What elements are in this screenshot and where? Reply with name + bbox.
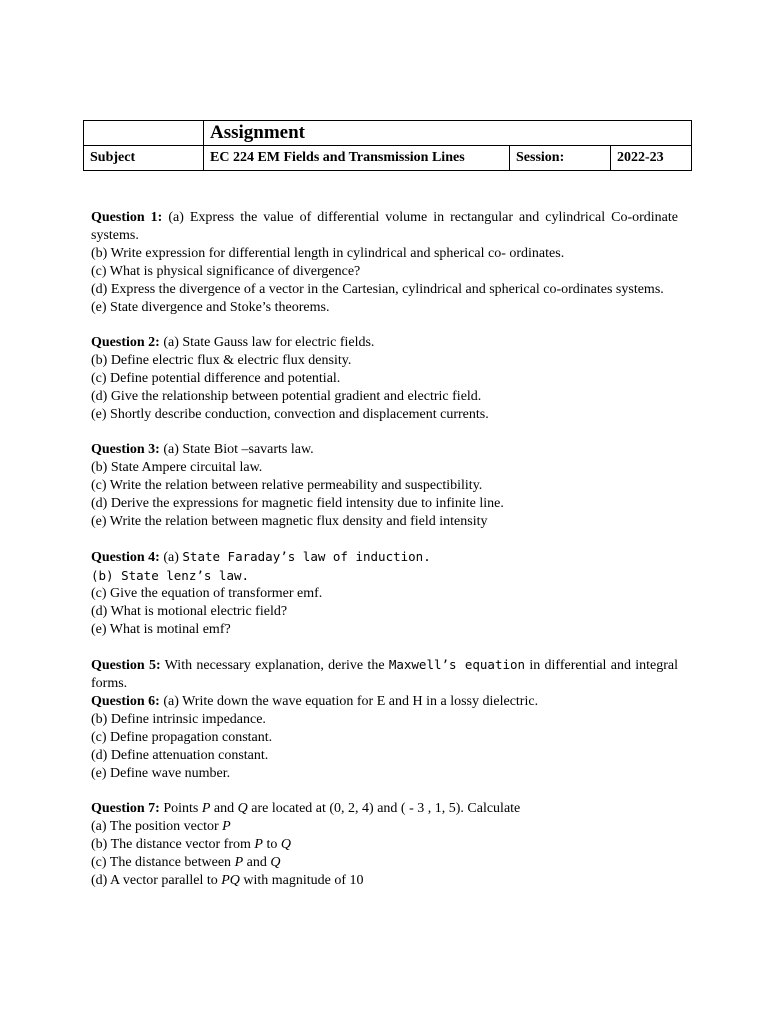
question-2-label: Question 2: (91, 335, 160, 350)
question-2-part-b: (b) Define electric flux & electric flux density. (91, 353, 352, 368)
question-6-part-b: (b) Define intrinsic impedance. (91, 712, 266, 727)
header-empty-cell (84, 121, 204, 146)
question-1-part-c: (c) What is physical significance of divergence? (91, 264, 361, 279)
question-2 (91, 334, 678, 424)
question-3 (91, 441, 678, 531)
session-label: Session: (510, 146, 611, 171)
question-4-label: Question 4: (91, 550, 160, 565)
session-value: 2022-23 (611, 146, 692, 171)
question-6-part-c: (c) Define propagation constant. (91, 730, 273, 745)
question-1-part-a: Question 1: (a) Express the value of differential volume in rectangular and cylindrical Co-ordinate systems. (91, 210, 678, 243)
question-7-part-b: (b) The distance vector from P to Q (91, 837, 291, 852)
question-5-text: Question 5: With necessary explanation, derive the Maxwell’s equation in differential and integral forms. (91, 657, 678, 691)
question-5 (91, 656, 678, 693)
question-7-label: Question 7: (91, 801, 160, 816)
question-1-part-e: (e) State divergence and Stoke’s theorems. (91, 300, 330, 315)
question-3-part-e: (e) Write the relation between magnetic flux density and field intensity (91, 514, 488, 529)
assignment-header-table (83, 120, 692, 171)
question-1-part-d: (d) Express the divergence of a vector in the Cartesian, cylindrical and spherical co-ordinates systems. (91, 282, 664, 297)
question-5-label: Question 5: (91, 658, 161, 673)
question-7 (91, 800, 678, 890)
question-1-part-b: (b) Write expression for differential length in cylindrical and spherical co- ordinates. (91, 246, 565, 261)
question-6 (91, 693, 678, 783)
question-4-part-a: Question 4: (a) State Faraday’s law of induction. (91, 549, 431, 565)
subject-value: EC 224 EM Fields and Transmission Lines (204, 146, 510, 171)
question-3-part-b: (b) State Ampere circuital law. (91, 460, 263, 475)
question-6-part-a: Question 6: (a) Write down the wave equation for E and H in a lossy dielectric. (91, 694, 539, 709)
question-list (91, 209, 678, 907)
question-2-part-c: (c) Define potential difference and potential. (91, 371, 341, 386)
question-4-part-e: (e) What is motinal emf? (91, 622, 231, 637)
question-7-part-a: (a) The position vector P (91, 819, 231, 834)
question-7-part-d: (d) A vector parallel to PQ with magnitude of 10 (91, 873, 364, 888)
question-2-part-e: (e) Shortly describe conduction, convection and displacement currents. (91, 407, 489, 422)
question-3-part-d: (d) Derive the expressions for magnetic field intensity due to infinite line. (91, 496, 504, 511)
question-1 (91, 209, 678, 317)
question-3-part-c: (c) Write the relation between relative permeability and suspectibility. (91, 478, 483, 493)
subject-label: Subject (84, 146, 204, 171)
question-6-label: Question 6: (91, 694, 160, 709)
question-6-part-d: (d) Define attenuation constant. (91, 748, 269, 763)
question-7-intro: Question 7: Points P and Q are located at (0, 2, 4) and ( - 3 , 1, 5). Calculate (91, 801, 521, 816)
question-1-label: Question 1: (91, 210, 163, 225)
question-7-part-c: (c) The distance between P and Q (91, 855, 281, 870)
question-4 (91, 548, 678, 639)
question-2-part-a: Question 2: (a) State Gauss law for electric fields. (91, 335, 375, 350)
question-3-part-a: Question 3: (a) State Biot –savarts law. (91, 442, 314, 457)
question-4-part-c: (c) Give the equation of transformer emf. (91, 586, 323, 601)
question-2-part-d: (d) Give the relationship between potential gradient and electric field. (91, 389, 482, 404)
question-6-part-e: (e) Define wave number. (91, 766, 231, 781)
question-4-part-b: (b) State lenz’s law. (91, 568, 250, 583)
question-3-label: Question 3: (91, 442, 160, 457)
question-4-part-d: (d) What is motional electric field? (91, 604, 288, 619)
assignment-title: Assignment (204, 121, 692, 146)
